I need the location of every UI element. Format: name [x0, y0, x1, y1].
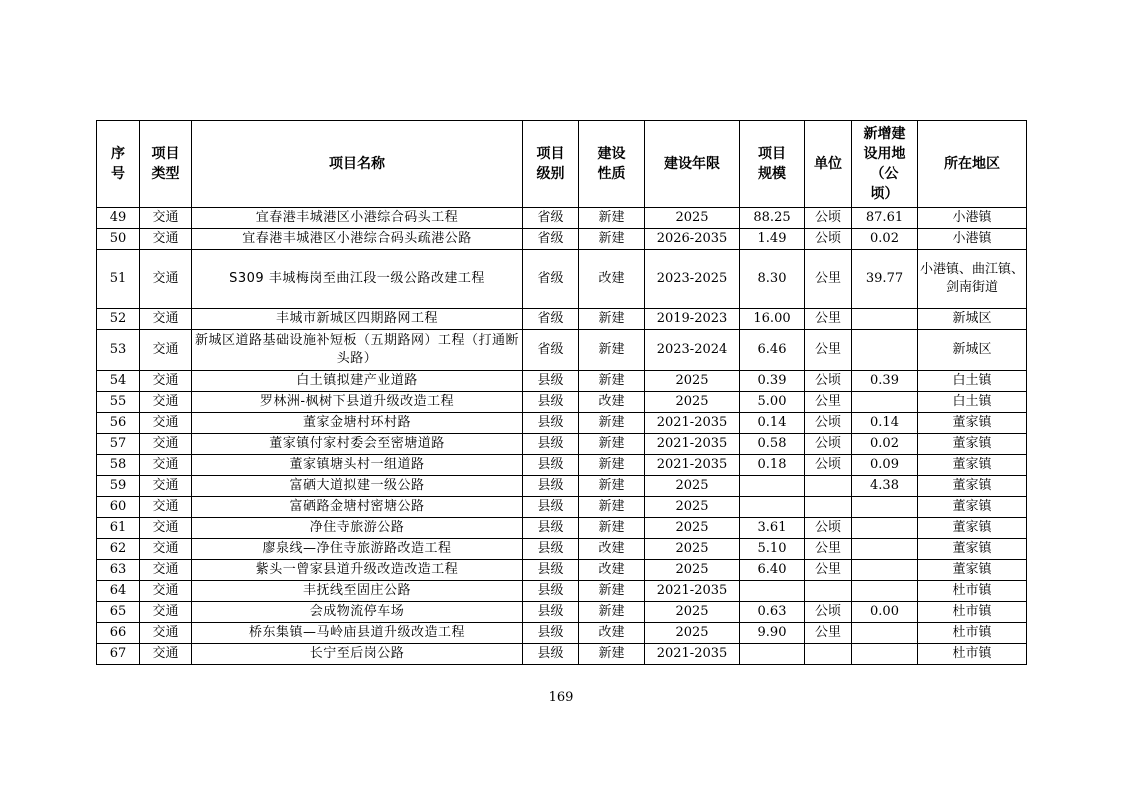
cell-col-index: 55 [97, 392, 140, 413]
cell-col-unit: 公顷 [805, 208, 852, 229]
cell-col-new-land [852, 539, 918, 560]
cell-col-name: 董家金塘村环村路 [192, 413, 523, 434]
cell-col-unit: 公里 [805, 250, 852, 309]
cell-col-region: 杜市镇 [918, 623, 1027, 644]
table-row [97, 644, 1027, 665]
cell-col-scale: 6.46 [740, 330, 805, 371]
cell-col-nature: 新建 [579, 371, 645, 392]
cell-col-unit: 公里 [805, 330, 852, 371]
project-table [96, 120, 1027, 665]
cell-col-type: 交通 [140, 434, 192, 455]
cell-col-index: 63 [97, 560, 140, 581]
table-row [97, 309, 1027, 330]
cell-col-index: 54 [97, 371, 140, 392]
cell-col-region: 杜市镇 [918, 581, 1027, 602]
cell-col-nature: 新建 [579, 208, 645, 229]
cell-col-unit: 公顷 [805, 229, 852, 250]
cell-col-region: 白土镇 [918, 371, 1027, 392]
cell-col-level: 省级 [523, 330, 579, 371]
cell-col-nature: 新建 [579, 229, 645, 250]
table-row [97, 371, 1027, 392]
cell-col-years: 2021-2035 [645, 644, 740, 665]
cell-col-scale [740, 644, 805, 665]
table-body [97, 208, 1027, 665]
cell-col-index: 51 [97, 250, 140, 309]
table-row [97, 539, 1027, 560]
cell-col-region: 董家镇 [918, 455, 1027, 476]
cell-col-name: 廖泉线—净住寺旅游路改造工程 [192, 539, 523, 560]
cell-col-region: 董家镇 [918, 539, 1027, 560]
cell-col-new-land: 87.61 [852, 208, 918, 229]
cell-col-new-land: 0.00 [852, 602, 918, 623]
cell-col-new-land: 0.02 [852, 434, 918, 455]
cell-col-nature: 新建 [579, 455, 645, 476]
cell-col-new-land: 0.02 [852, 229, 918, 250]
cell-col-scale: 5.00 [740, 392, 805, 413]
cell-col-type: 交通 [140, 560, 192, 581]
table-row [97, 208, 1027, 229]
cell-col-name: 富硒大道拟建一级公路 [192, 476, 523, 497]
cell-col-nature: 新建 [579, 476, 645, 497]
cell-col-years: 2025 [645, 208, 740, 229]
cell-col-scale: 0.63 [740, 602, 805, 623]
cell-col-name: 长宁至后岗公路 [192, 644, 523, 665]
cell-col-new-land: 0.39 [852, 371, 918, 392]
cell-col-level: 县级 [523, 413, 579, 434]
header-col-level: 项目 级别 [523, 121, 579, 208]
cell-col-index: 62 [97, 539, 140, 560]
cell-col-index: 67 [97, 644, 140, 665]
cell-col-years: 2025 [645, 560, 740, 581]
cell-col-name: 净住寺旅游公路 [192, 518, 523, 539]
cell-col-level: 县级 [523, 434, 579, 455]
header-col-years: 建设年限 [645, 121, 740, 208]
page-number: 169 [548, 690, 574, 705]
cell-col-type: 交通 [140, 250, 192, 309]
cell-col-new-land [852, 644, 918, 665]
table-row [97, 623, 1027, 644]
cell-col-years: 2021-2035 [645, 455, 740, 476]
cell-col-name: 丰抚线至固庄公路 [192, 581, 523, 602]
table-row [97, 434, 1027, 455]
cell-col-unit: 公顷 [805, 434, 852, 455]
cell-col-nature: 新建 [579, 309, 645, 330]
cell-col-years: 2025 [645, 476, 740, 497]
cell-col-level: 县级 [523, 539, 579, 560]
cell-col-new-land [852, 560, 918, 581]
cell-col-level: 县级 [523, 497, 579, 518]
table-row [97, 250, 1027, 309]
header-col-scale: 项目 规模 [740, 121, 805, 208]
cell-col-new-land [852, 623, 918, 644]
cell-col-scale: 0.39 [740, 371, 805, 392]
cell-col-years: 2025 [645, 518, 740, 539]
cell-col-index: 50 [97, 229, 140, 250]
cell-col-years: 2021-2035 [645, 413, 740, 434]
cell-col-type: 交通 [140, 371, 192, 392]
cell-col-years: 2025 [645, 602, 740, 623]
cell-col-level: 县级 [523, 392, 579, 413]
cell-col-region: 新城区 [918, 330, 1027, 371]
cell-col-scale: 9.90 [740, 623, 805, 644]
cell-col-nature: 新建 [579, 518, 645, 539]
cell-col-name: 丰城市新城区四期路网工程 [192, 309, 523, 330]
cell-col-unit: 公顷 [805, 518, 852, 539]
cell-col-type: 交通 [140, 455, 192, 476]
cell-col-unit: 公里 [805, 539, 852, 560]
cell-col-index: 57 [97, 434, 140, 455]
cell-col-nature: 新建 [579, 497, 645, 518]
cell-col-new-land [852, 497, 918, 518]
cell-col-unit: 公顷 [805, 413, 852, 434]
cell-col-new-land: 39.77 [852, 250, 918, 309]
cell-col-new-land: 4.38 [852, 476, 918, 497]
cell-col-years: 2023-2025 [645, 250, 740, 309]
header-col-unit: 单位 [805, 121, 852, 208]
cell-col-type: 交通 [140, 602, 192, 623]
cell-col-index: 65 [97, 602, 140, 623]
cell-col-years: 2025 [645, 623, 740, 644]
cell-col-name: 董家镇塘头村一组道路 [192, 455, 523, 476]
cell-col-years: 2025 [645, 539, 740, 560]
cell-col-scale [740, 497, 805, 518]
cell-col-name: 罗林洲-枫树下县道升级改造工程 [192, 392, 523, 413]
cell-col-type: 交通 [140, 413, 192, 434]
table-row [97, 476, 1027, 497]
cell-col-name: 紫头一曾家县道升级改造改造工程 [192, 560, 523, 581]
cell-col-level: 县级 [523, 623, 579, 644]
cell-col-type: 交通 [140, 229, 192, 250]
cell-col-level: 县级 [523, 476, 579, 497]
cell-col-scale: 1.49 [740, 229, 805, 250]
cell-col-nature: 改建 [579, 539, 645, 560]
cell-col-scale: 0.14 [740, 413, 805, 434]
cell-col-unit [805, 476, 852, 497]
cell-col-unit: 公里 [805, 623, 852, 644]
cell-col-nature: 新建 [579, 602, 645, 623]
cell-col-level: 省级 [523, 309, 579, 330]
cell-col-region: 董家镇 [918, 560, 1027, 581]
cell-col-new-land [852, 330, 918, 371]
cell-col-index: 52 [97, 309, 140, 330]
header-col-name: 项目名称 [192, 121, 523, 208]
cell-col-type: 交通 [140, 518, 192, 539]
cell-col-scale: 3.61 [740, 518, 805, 539]
table-row [97, 455, 1027, 476]
table-row [97, 518, 1027, 539]
cell-col-nature: 新建 [579, 413, 645, 434]
cell-col-new-land [852, 518, 918, 539]
header-col-type: 项目 类型 [140, 121, 192, 208]
cell-col-region: 董家镇 [918, 413, 1027, 434]
cell-col-type: 交通 [140, 309, 192, 330]
cell-col-unit [805, 581, 852, 602]
cell-col-type: 交通 [140, 497, 192, 518]
cell-col-nature: 新建 [579, 644, 645, 665]
cell-col-years: 2026-2035 [645, 229, 740, 250]
cell-col-type: 交通 [140, 644, 192, 665]
cell-col-region: 董家镇 [918, 497, 1027, 518]
cell-col-index: 59 [97, 476, 140, 497]
cell-col-name: 白土镇拟建产业道路 [192, 371, 523, 392]
cell-col-index: 53 [97, 330, 140, 371]
table-row [97, 413, 1027, 434]
cell-col-level: 省级 [523, 229, 579, 250]
cell-col-name: 宜春港丰城港区小港综合码头疏港公路 [192, 229, 523, 250]
cell-col-scale [740, 476, 805, 497]
header-col-region: 所在地区 [918, 121, 1027, 208]
cell-col-new-land: 0.14 [852, 413, 918, 434]
cell-col-level: 县级 [523, 602, 579, 623]
cell-col-region: 新城区 [918, 309, 1027, 330]
cell-col-level: 省级 [523, 250, 579, 309]
cell-col-scale: 16.00 [740, 309, 805, 330]
cell-col-years: 2021-2035 [645, 581, 740, 602]
cell-col-region: 董家镇 [918, 434, 1027, 455]
table-row [97, 581, 1027, 602]
cell-col-unit: 公里 [805, 309, 852, 330]
cell-col-new-land [852, 309, 918, 330]
cell-col-years: 2019-2023 [645, 309, 740, 330]
cell-col-nature: 新建 [579, 581, 645, 602]
header-col-new-land: 新增建 设用地 （公 顷） [852, 121, 918, 208]
cell-col-name: 桥东集镇—马岭庙县道升级改造工程 [192, 623, 523, 644]
cell-col-new-land: 0.09 [852, 455, 918, 476]
cell-col-nature: 改建 [579, 560, 645, 581]
cell-col-type: 交通 [140, 539, 192, 560]
cell-col-type: 交通 [140, 208, 192, 229]
table-row [97, 392, 1027, 413]
cell-col-years: 2025 [645, 497, 740, 518]
cell-col-scale: 6.40 [740, 560, 805, 581]
cell-col-type: 交通 [140, 623, 192, 644]
cell-col-region: 小港镇 [918, 208, 1027, 229]
header-col-index: 序 号 [97, 121, 140, 208]
cell-col-unit: 公里 [805, 560, 852, 581]
cell-col-unit: 公里 [805, 392, 852, 413]
table-header-row [97, 121, 1027, 208]
cell-col-unit: 公顷 [805, 371, 852, 392]
cell-col-region: 小港镇 [918, 229, 1027, 250]
cell-col-name: 董家镇付家村委会至密塘道路 [192, 434, 523, 455]
cell-col-nature: 新建 [579, 434, 645, 455]
cell-col-scale [740, 581, 805, 602]
cell-col-unit: 公顷 [805, 455, 852, 476]
cell-col-level: 县级 [523, 644, 579, 665]
cell-col-region: 杜市镇 [918, 644, 1027, 665]
table-row [97, 330, 1027, 371]
cell-col-index: 64 [97, 581, 140, 602]
cell-col-name: 新城区道路基础设施补短板（五期路网）工程（打通断头路） [192, 330, 523, 371]
cell-col-years: 2023-2024 [645, 330, 740, 371]
cell-col-scale: 8.30 [740, 250, 805, 309]
cell-col-index: 49 [97, 208, 140, 229]
cell-col-years: 2021-2035 [645, 434, 740, 455]
cell-col-level: 县级 [523, 560, 579, 581]
cell-col-name: 会成物流停车场 [192, 602, 523, 623]
cell-col-index: 58 [97, 455, 140, 476]
cell-col-region: 杜市镇 [918, 602, 1027, 623]
cell-col-type: 交通 [140, 330, 192, 371]
cell-col-nature: 改建 [579, 250, 645, 309]
cell-col-index: 56 [97, 413, 140, 434]
cell-col-level: 县级 [523, 371, 579, 392]
table-row [97, 602, 1027, 623]
cell-col-level: 县级 [523, 581, 579, 602]
table-row [97, 229, 1027, 250]
cell-col-years: 2025 [645, 371, 740, 392]
table-row [97, 497, 1027, 518]
cell-col-name: S309 丰城梅岗至曲江段一级公路改建工程 [192, 250, 523, 309]
cell-col-nature: 改建 [579, 392, 645, 413]
cell-col-new-land [852, 581, 918, 602]
cell-col-unit [805, 497, 852, 518]
table-row [97, 560, 1027, 581]
cell-col-index: 60 [97, 497, 140, 518]
cell-col-years: 2025 [645, 392, 740, 413]
cell-col-new-land [852, 392, 918, 413]
cell-col-unit [805, 644, 852, 665]
cell-col-unit: 公顷 [805, 602, 852, 623]
header-col-nature: 建设 性质 [579, 121, 645, 208]
cell-col-name: 宜春港丰城港区小港综合码头工程 [192, 208, 523, 229]
cell-col-scale: 88.25 [740, 208, 805, 229]
cell-col-type: 交通 [140, 581, 192, 602]
cell-col-scale: 0.58 [740, 434, 805, 455]
cell-col-level: 县级 [523, 455, 579, 476]
cell-col-index: 66 [97, 623, 140, 644]
cell-col-scale: 0.18 [740, 455, 805, 476]
cell-col-region: 董家镇 [918, 476, 1027, 497]
cell-col-nature: 新建 [579, 330, 645, 371]
cell-col-region: 小港镇、曲江镇、剑南街道 [918, 250, 1027, 309]
cell-col-type: 交通 [140, 476, 192, 497]
cell-col-region: 白土镇 [918, 392, 1027, 413]
cell-col-scale: 5.10 [740, 539, 805, 560]
cell-col-type: 交通 [140, 392, 192, 413]
cell-col-level: 县级 [523, 518, 579, 539]
cell-col-nature: 改建 [579, 623, 645, 644]
cell-col-index: 61 [97, 518, 140, 539]
cell-col-level: 省级 [523, 208, 579, 229]
cell-col-name: 富硒路金塘村密塘公路 [192, 497, 523, 518]
cell-col-region: 董家镇 [918, 518, 1027, 539]
